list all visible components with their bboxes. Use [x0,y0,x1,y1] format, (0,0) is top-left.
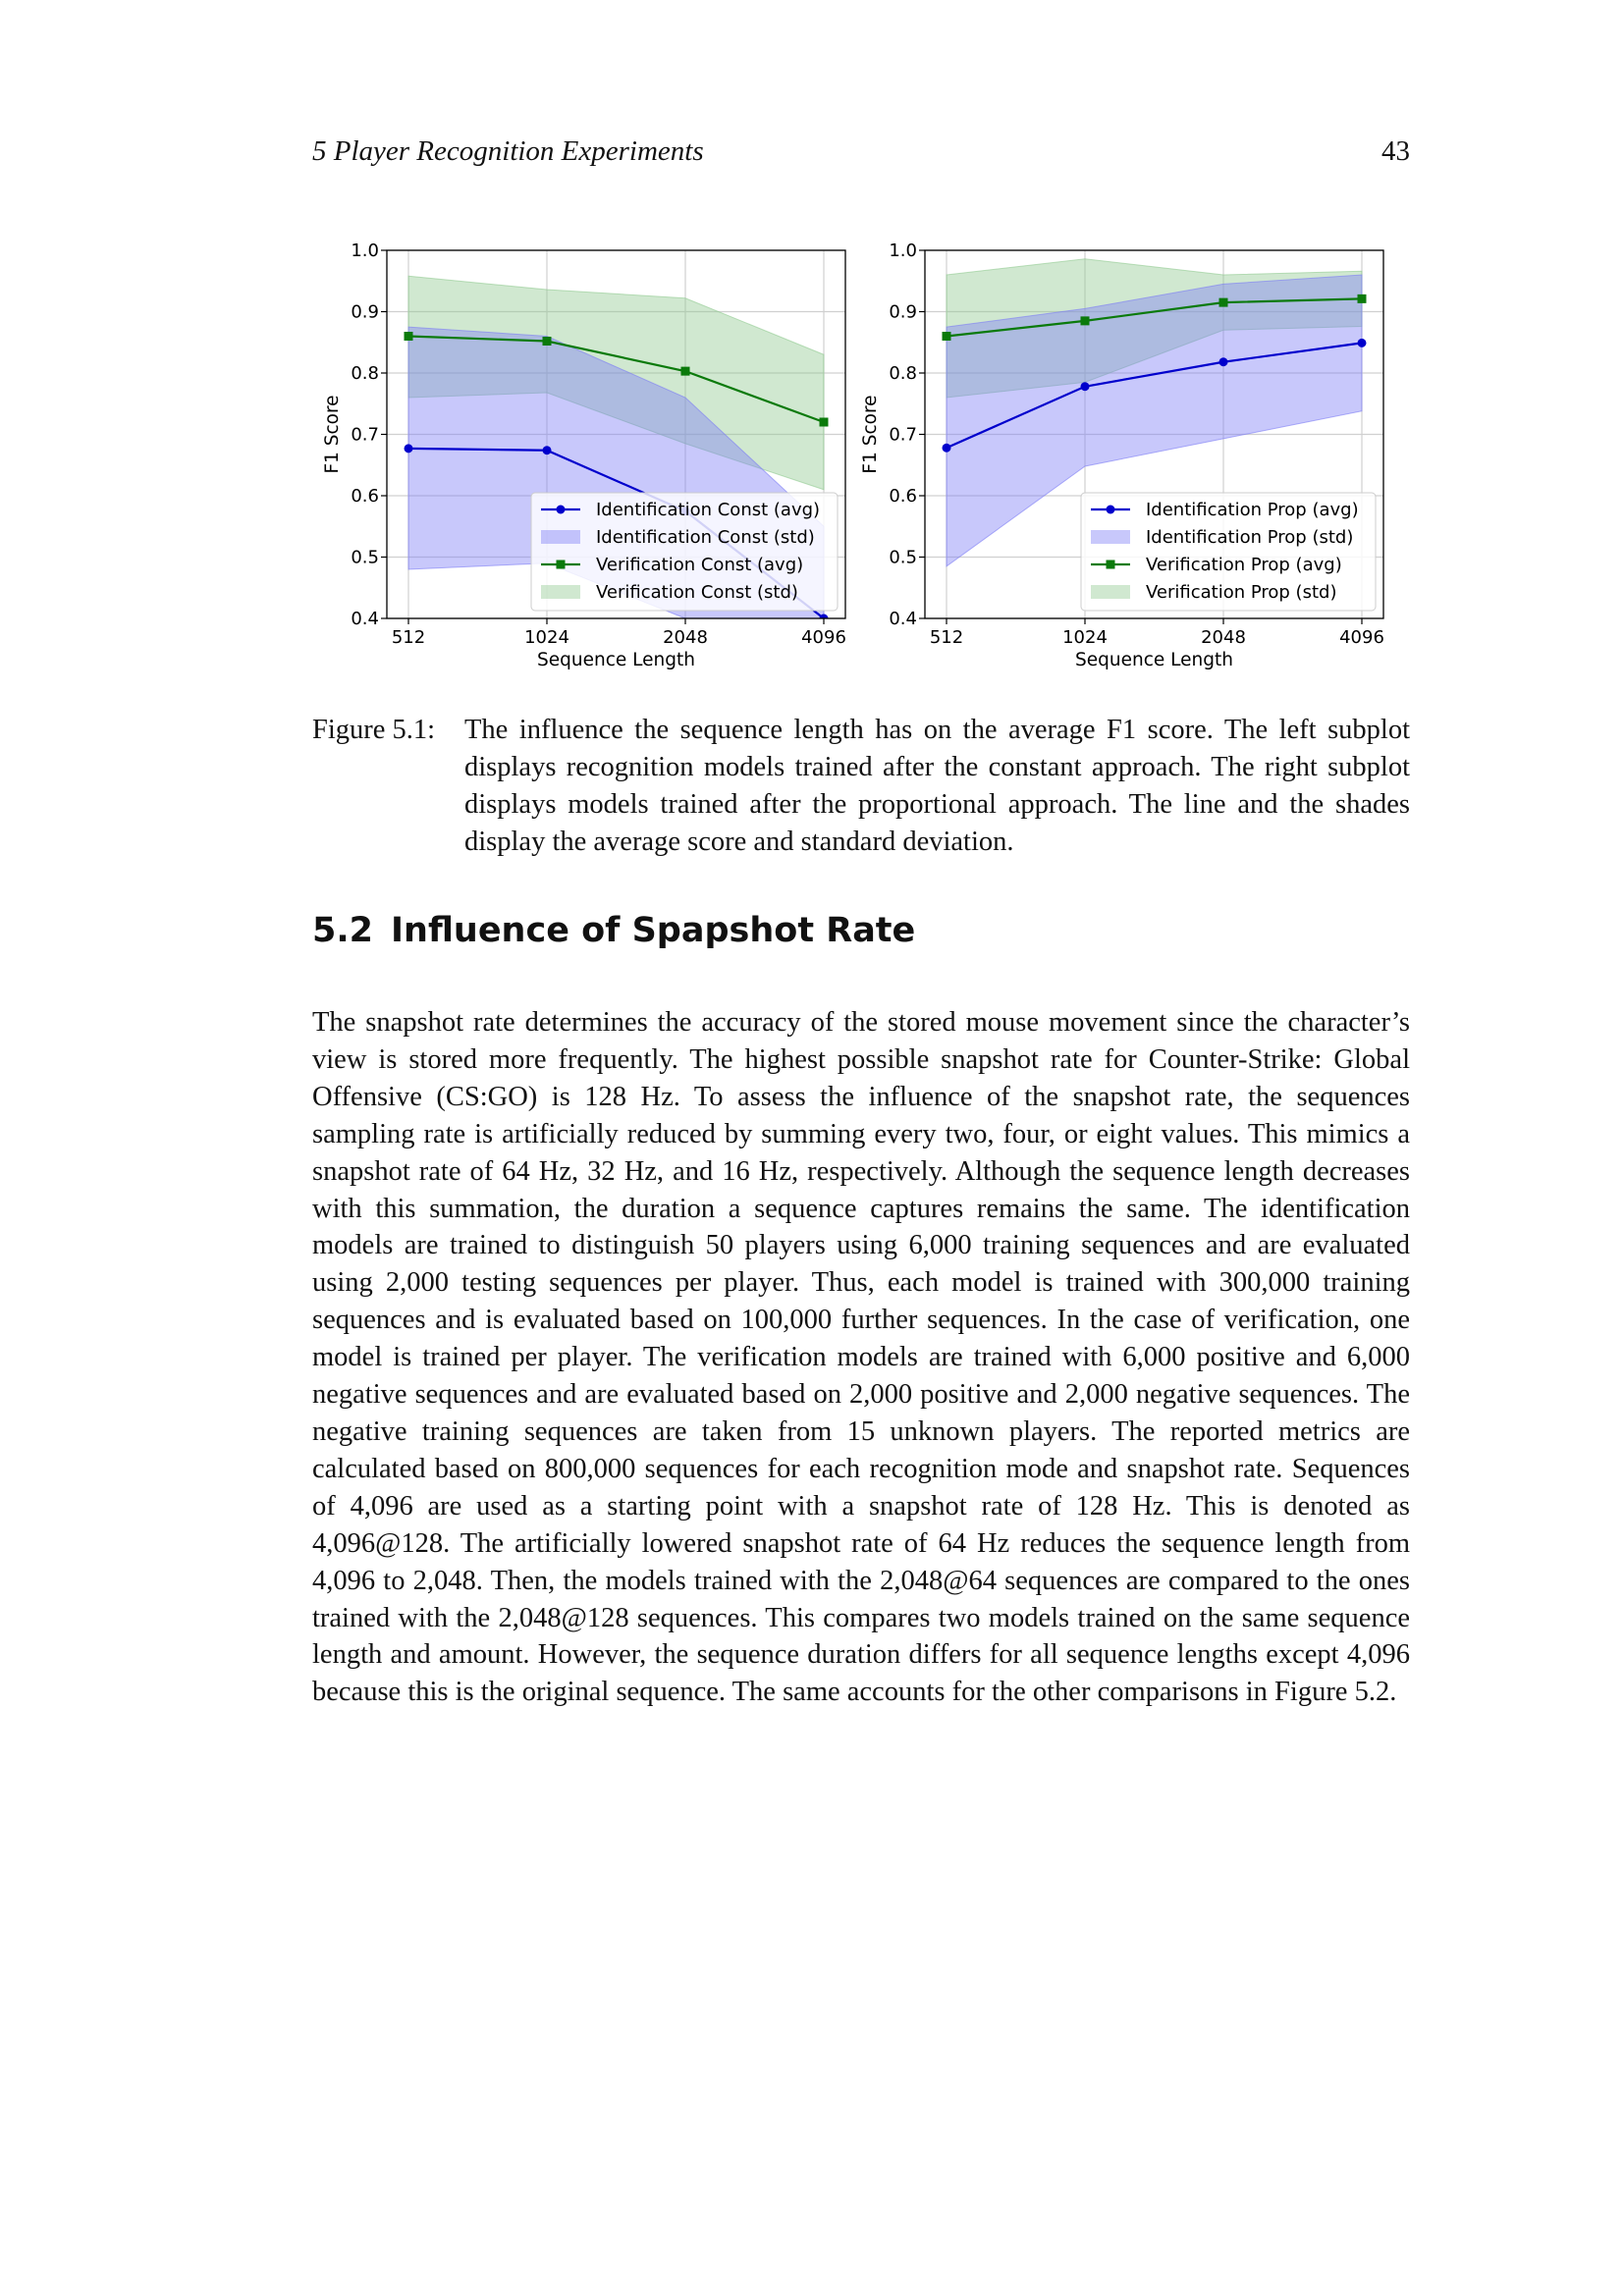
legend-label: Identification Const (std) [596,527,815,548]
figure-5-1 [312,231,1410,682]
x-tick-label: 4096 [1339,627,1384,648]
data-point [1219,298,1228,307]
legend [531,493,838,611]
y-tick-label: 0.9 [351,301,379,323]
legend-label: Identification Prop (std) [1146,527,1354,548]
page-header [312,135,1410,175]
legend-label: Identification Prop (avg) [1146,500,1359,520]
body-paragraph: The snapshot rate determines the accuracy of the stored mouse movement since the character’s view is stored more frequently. The highest possible snapshot rate for Counter-Strike: Global Offensive (CS:GO) is 128 Hz. To assess the influence of the snapshot rate, the sequences sampling rate is artificially reduced by summing every two, four, or eight values. This mimics a snapshot rate of 64 Hz, 32 Hz, and 16 Hz, respectively. Although the sequence length decreases with this summation, the duration a sequence captures remains the same. The identification models are trained to distinguish 50 players using 6,000 training sequences and are evaluated using 2,000 testing sequences per player. Thus, each model is trained with 300,000 training sequences and is evaluated based on 100,000 further sequences. In the case of verification, one model is trained per player. The verification models are trained with 6,000 positive and 6,000 negative sequences and are evaluated based on 2,000 positive and 2,000 negative sequences. The negative training sequences are taken from 15 unknown players. The reported metrics are calculated based on 800,000 sequences for each recognition mode and snapshot rate. Sequences of 4,096 are used as a starting point with a snapshot rate of 128 Hz. This is denoted as 4,096@128. The artificially lowered snapshot rate of 64 Hz reduces the sequence length from 4,096 to 2,048. Then, the models trained with the 2,048@64 sequences are compared to the ones trained with the 2,048@128 sequences. This compares two models trained on the same sequence length and amount. However, the sequence duration differs for all sequence lengths except 4,096 because this is the original sequence. The same accounts for the other comparisons in Figure 5.2. [312,1007,1410,1708]
x-axis-label: Sequence Length [537,650,695,670]
legend-label: Verification Prop (avg) [1146,555,1342,575]
y-axis-label: F1 Score [860,395,881,474]
x-tick-label: 2048 [1201,627,1246,648]
y-tick-label: 0.7 [889,424,917,446]
legend-swatch [1091,585,1130,599]
legend-marker [557,561,566,569]
x-tick-label: 4096 [801,627,846,648]
x-tick-label: 512 [391,627,426,648]
legend-label: Verification Const (std) [596,582,798,603]
legend-label: Identification Const (avg) [596,500,821,520]
data-point [943,332,951,341]
y-tick-label: 1.0 [889,240,917,261]
legend-label: Verification Prop (std) [1146,582,1337,603]
chart-panel-2 [860,240,1384,670]
data-point [405,332,413,341]
x-tick-label: 512 [929,627,964,648]
chart-panel-1 [322,240,846,682]
data-point [1358,294,1367,303]
y-tick-label: 0.7 [351,424,379,446]
legend-swatch [541,530,580,544]
y-tick-label: 0.5 [889,547,917,568]
figure-caption-text: The influence the sequence length has on the average F1 score. The left subplot displays recognition models trained after the constant approach. The right subplot displays models trained after the proportional approach. The line and the shades display the average score and standard deviation. [464,715,1410,857]
y-tick-label: 0.4 [351,609,379,629]
legend-marker [1107,506,1115,514]
legend-swatch [1091,530,1130,544]
legend-marker [1107,561,1115,569]
y-tick-label: 0.6 [889,486,917,507]
y-tick-label: 0.9 [889,301,917,323]
page-number: 43 [1381,135,1410,167]
legend [1081,493,1376,611]
data-point [405,444,413,453]
legend-marker [557,506,566,514]
data-point [1358,339,1367,347]
chapter-title: 5 Player Recognition Experiments [312,135,704,167]
x-tick-label: 1024 [524,627,569,648]
data-point [943,444,951,453]
legend-label: Verification Const (avg) [596,555,804,575]
y-tick-label: 0.5 [351,547,379,568]
y-tick-label: 0.8 [351,363,379,384]
section-title: Influence of Spapshot Rate [391,911,916,950]
data-point [1219,357,1228,366]
x-axis-label: Sequence Length [1075,650,1233,670]
y-tick-label: 1.0 [351,240,379,261]
figure-label: Figure 5.1: [312,715,436,745]
data-point [543,446,552,454]
x-tick-label: 2048 [663,627,708,648]
data-point [681,367,690,376]
data-point [820,418,829,427]
x-tick-label: 1024 [1062,627,1108,648]
plot-area [405,276,829,682]
y-tick-label: 0.4 [889,609,917,629]
legend-swatch [541,585,580,599]
y-tick-label: 0.6 [351,486,379,507]
section-heading [312,911,1410,950]
data-point [1081,382,1090,391]
y-tick-label: 0.8 [889,363,917,384]
data-point [543,337,552,346]
data-point [1081,316,1090,325]
figure-caption [312,712,1410,861]
section-number: 5.2 [312,911,374,950]
f1-score-charts [312,231,1410,682]
y-axis-label: F1 Score [322,395,343,474]
